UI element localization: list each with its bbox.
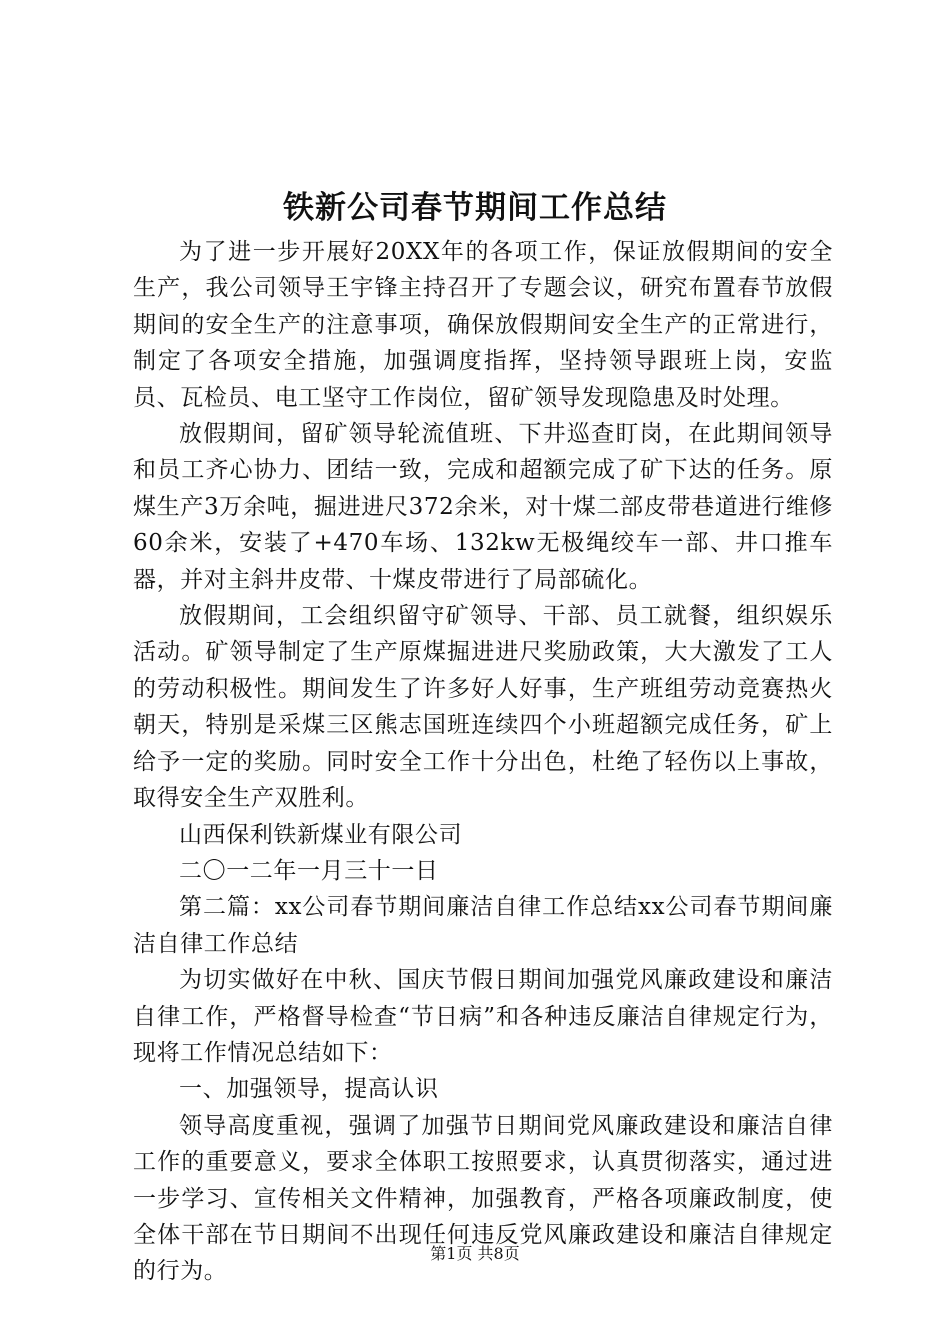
document-body (133, 234, 833, 1290)
company-name: 山西保利铁新煤业有限公司 (179, 821, 463, 848)
paragraph: 放假期间，留矿领导轮流值班、下井巡查盯岗，在此期间领导和员工齐心协力、团结一致，完成和超额完成了矿下达的任务。原煤生产3万余吨，掘进进尺372余米，对十煤二部皮带巷道进行维修60余米，安装了+470车场、132kw无极绳绞车一部、井口推车器，并对主斜井皮带、十煤皮带进行了局部硫化。 (133, 421, 833, 593)
document-title: 铁新公司春节期间工作总结 (283, 190, 667, 226)
paragraph: 为了进一步开展好20XX年的各项工作，保证放假期间的安全生产，我公司领导王宇锋主持召开了专题会议，研究布置春节放假期间的安全生产的注意事项，确保放假期间安全生产的正常进行，制定了各项安全措施，加强调度指挥，坚持领导跟班上岗，安监员、瓦检员、电工坚守工作岗位，留矿领导发现隐患及时处理。 (133, 239, 833, 411)
paragraph: 为切实做好在中秋、国庆节假日期间加强党风廉政建设和廉洁自律工作，严格督导检查“节日病”和各种违反廉洁自律规定行为，现将工作情况总结如下： (133, 967, 833, 1066)
section-heading: 第二篇：xx公司春节期间廉洁自律工作总结xx公司春节期间廉洁自律工作总结 (133, 894, 833, 957)
subsection-heading: 一、加强领导，提高认识 (179, 1076, 439, 1103)
paragraph: 领导高度重视，强调了加强节日期间党风廉政建设和廉洁自律工作的重要意义，要求全体职工按照要求，认真贯彻落实，通过进一步学习、宣传相关文件精神，加强教育，严格各项廉政制度，使全体干部在节日期间不出现任何违反党风廉政建设和廉洁自律规定的行为。 (133, 1112, 833, 1285)
document-date: 二〇一二年一月三十一日 (179, 857, 439, 884)
paragraph: 放假期间，工会组织留守矿领导、干部、员工就餐，组织娱乐活动。矿领导制定了生产原煤掘进进尺奖励政策，大大激发了工人的劳动积极性。期间发生了许多好人好事，生产班组劳动竞赛热火朝天，特别是采煤三区熊志国班连续四个小班超额完成任务，矿上给予一定的奖励。同时安全工作十分出色，杜绝了轻伤以上事故，取得安全生产双胜利。 (133, 603, 833, 812)
page-number: 第1页 共8页 (430, 1244, 520, 1263)
